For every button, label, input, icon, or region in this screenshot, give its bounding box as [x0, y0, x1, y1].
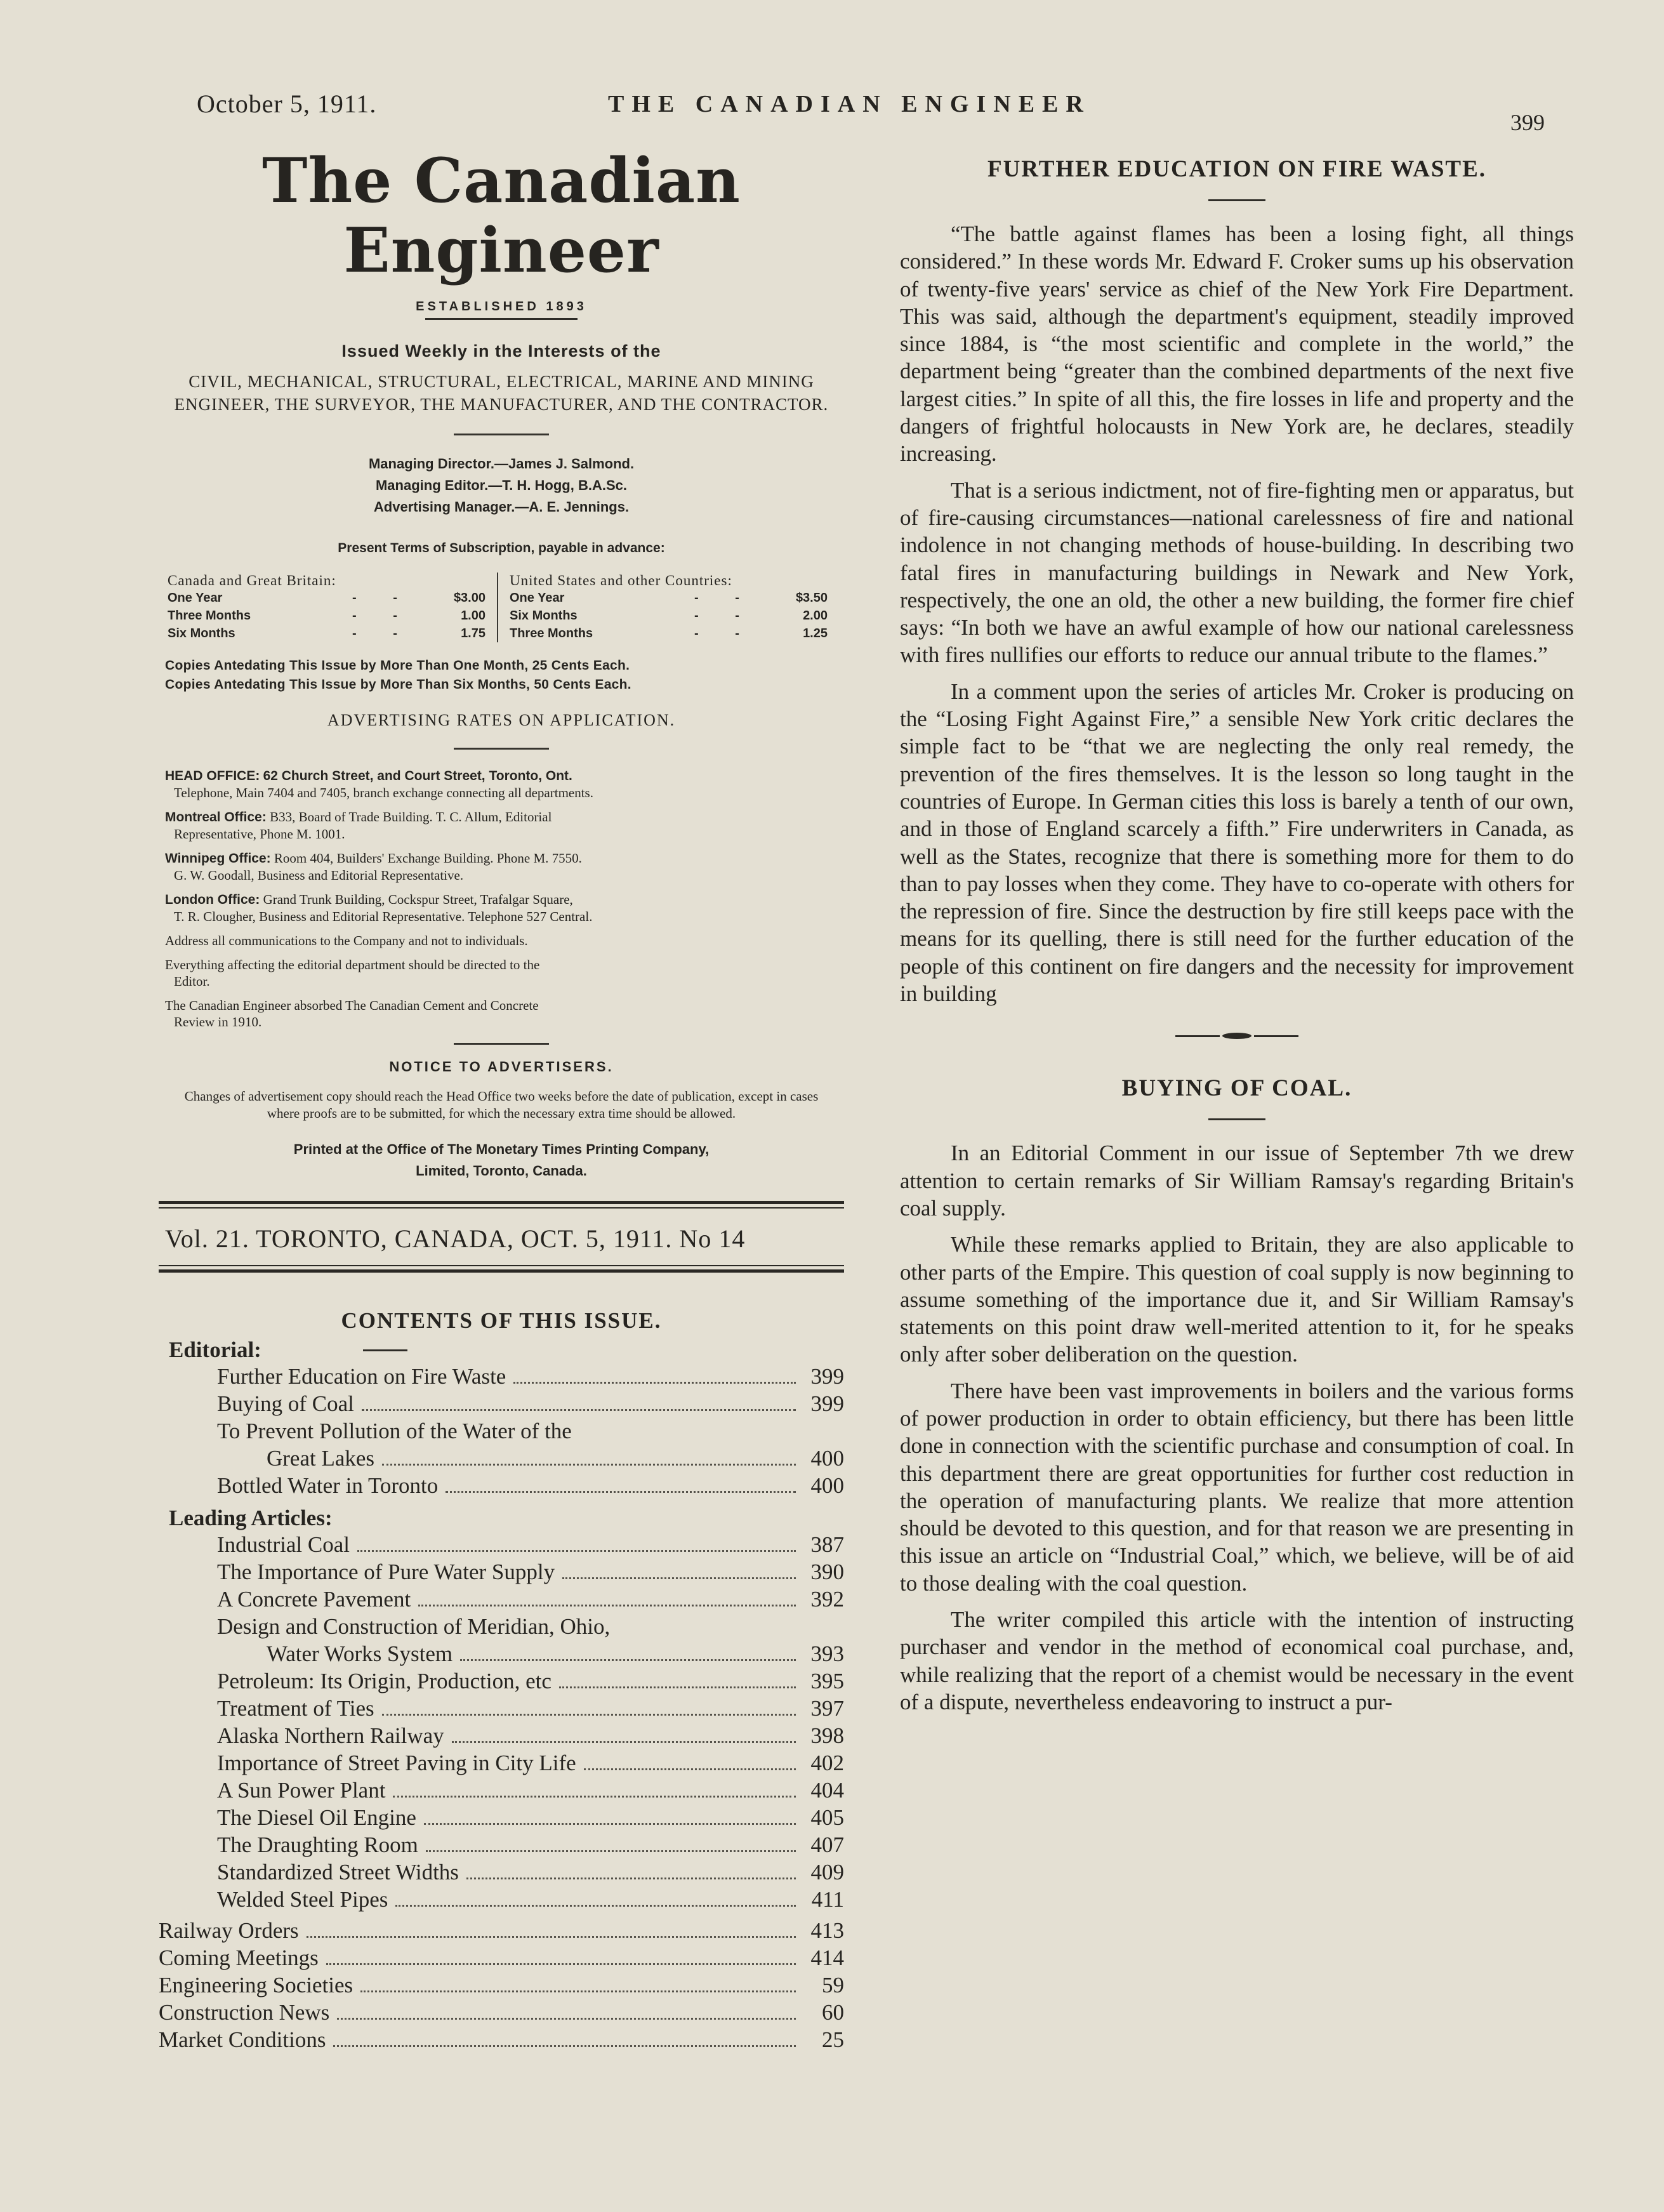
toc-leader-dots [382, 1464, 796, 1466]
toc-entry-page: 413 [810, 1918, 844, 1943]
toc-entry-page: 398 [810, 1723, 844, 1748]
toc-entry-title: Welded Steel Pipes [217, 1887, 388, 1912]
toc-entry-title: The Diesel Oil Engine [217, 1805, 416, 1830]
toc-leader-dots [559, 1686, 796, 1688]
toc-entry-title: Bottled Water in Toronto [217, 1473, 439, 1498]
toc-entry [159, 1804, 844, 1831]
subscription-row: Three Months - - 1.25 [510, 626, 828, 640]
toc-entry-title: Importance of Street Paving in City Life [217, 1751, 576, 1775]
toc-leader-dots [446, 1491, 796, 1493]
toc-entry [159, 1858, 844, 1886]
toc-leader-dots [357, 1550, 796, 1552]
toc-leader-dots [452, 1741, 796, 1743]
toc-entry-page: 25 [822, 2027, 844, 2052]
toc-entry [159, 1613, 844, 1640]
toc-entry [159, 1640, 844, 1667]
issued-weekly: Issued Weekly in the Interests of the [341, 341, 661, 361]
toc-leader-dots [393, 1796, 796, 1798]
toc-entry [159, 2026, 844, 2053]
toc-entry-page: 390 [810, 1560, 844, 1584]
toc-entry-page: 387 [810, 1532, 844, 1557]
staff-managing-editor: Managing Editor.—T. H. Hogg, B.A.Sc. [375, 477, 627, 493]
toc-entry [159, 1695, 844, 1722]
toc-entry-title: Further Education on Fire Waste [217, 1364, 506, 1389]
toc-entry-page: 414 [810, 1945, 844, 1970]
toc-entry-page: 402 [810, 1751, 844, 1775]
toc-entry [159, 1363, 844, 1390]
toc-leader-dots [307, 1936, 796, 1938]
toc-entry-title: The Importance of Pure Water Supply [217, 1560, 555, 1584]
divider [454, 748, 549, 750]
page-number: 399 [1510, 110, 1545, 135]
absorbed-note: The Canadian Engineer absorbed The Canadian Cement and Concrete Review in 1910. [165, 998, 539, 1030]
toc-leading-list [159, 1531, 844, 1913]
toc-leader-dots [382, 1714, 796, 1716]
staff-list [159, 453, 844, 518]
toc-entry-title: Alaska Northern Railway [217, 1723, 444, 1748]
toc-entry-title: Construction News [159, 2000, 330, 2025]
running-header-date: October 5, 1911. [197, 89, 377, 118]
title-rule [1208, 1118, 1265, 1120]
title-rule [1208, 199, 1265, 201]
established-rule [425, 318, 578, 320]
toc-entry-page: 409 [810, 1860, 844, 1884]
article-paragraph: In a comment upon the series of articles Mr. Croker is producing on the “Losing Fight Against Fire,” a sensible New York critic declares the simple fact to be “that we are neglecting the only real remedy, the prevention of the fires themselves. It is the lesson so long taught in the countries of Europe. In German cities this loss is barely a tenth of our own, and in those of England scarcely a fifth.” Fire underwriters in Canada, as well as the States, recognize that there is something more for them to do than to pay losses when they come. They have to co-operate with others for the repression of fire. Since the destruction by fire still keeps pace with the means for its quelling, there is still need for the further education of the people of this continent on fire dangers and the necessity for improvement in building [900, 679, 1574, 1007]
toc-entry-title: Industrial Coal [217, 1532, 350, 1557]
double-rule [159, 1201, 844, 1209]
established-line: ESTABLISHED 1893 [416, 300, 587, 314]
toc-entry-page: 395 [810, 1669, 844, 1693]
masthead-title: The Canadian Engineer [262, 145, 741, 286]
toc-entry-page: 405 [810, 1805, 844, 1830]
toc-entry-title: A Concrete Pavement [217, 1587, 411, 1612]
london-office: London Office: Grand Trunk Building, Cockspur Street, Trafalgar Square, T. R. Clougher, Business and Editorial Representative. Telephone 527 Central. [165, 892, 593, 924]
toc-entry [159, 1831, 844, 1858]
toc-entry-page: 399 [810, 1391, 844, 1416]
toc-entry-page: 407 [810, 1832, 844, 1857]
article-paragraph: In an Editorial Comment in our issue of September 7th we drew attention to certain remarks of Sir William Ramsay's regarding Britain's coal supply. [900, 1141, 1574, 1221]
toc-entry [159, 1586, 844, 1613]
notice-title: NOTICE TO ADVERTISERS. [389, 1059, 614, 1075]
toc-leader-dots [513, 1382, 796, 1384]
subscription-foreign [498, 573, 839, 642]
divider [454, 434, 549, 435]
subscription-row: One Year - - $3.50 [510, 591, 828, 605]
subscription-domestic [164, 573, 498, 642]
toc-leader-dots [562, 1577, 796, 1579]
toc-entry-page: 399 [810, 1364, 844, 1389]
toc-entry [159, 1445, 844, 1472]
running-header-title: THE CANADIAN ENGINEER [608, 91, 1091, 117]
toc-entry-title: Great Lakes [267, 1446, 375, 1471]
toc-entry [159, 1722, 844, 1749]
toc-entry-title: Design and Construction of Meridian, Ohio, [217, 1614, 611, 1639]
toc-entry-page: 404 [810, 1778, 844, 1803]
subscription-foreign-head: United States and other Countries: [510, 573, 732, 588]
toc-entry-page: 59 [822, 1973, 844, 1997]
toc-entry [159, 1999, 844, 2026]
article-paragraph: While these remarks applied to Britain, they are also applicable to other parts of the Empire. This question of coal supply is now beginning to assume something of the importance due it, and Sir William Ramsay's statements on this point draw well-merited attention to it, for he speaks only after sober deliberation on the question. [900, 1232, 1574, 1367]
double-rule [159, 1265, 844, 1273]
toc-entry [159, 1390, 844, 1417]
divider [454, 1043, 549, 1045]
notice-body: Changes of advertisement copy should reach the Head Office two weeks before the date of publication, except in cases where proofs are to be submitted, for which the necessary extra time should be allowed. [184, 1089, 819, 1121]
article-paragraph: “The battle against flames has been a losing fight, all things considered.” In these words Mr. Edward F. Croker sums up his observation of twenty-five years' service as chief of the New York Fire Department. This was said, although the department's equipment, steadily improved since 1884, is “the most scientific and complete in the world,” the department being “greater than the combined departments of the next five largest cities.” In spite of all this, the fire losses in life and property and the dangers of frightful holocausts in New York are, he declares, steadily increasing. [900, 222, 1574, 467]
toc-entry [159, 1472, 844, 1499]
article-title-fire-waste: FURTHER EDUCATION ON FIRE WASTE. [987, 156, 1487, 182]
contents-title: CONTENTS OF THIS ISSUE. [341, 1308, 662, 1333]
winnipeg-office: Winnipeg Office: Room 404, Builders' Exchange Building. Phone M. 7550. G. W. Goodall, Business and Editorial Representative. [165, 851, 582, 883]
toc-entry-title: Petroleum: Its Origin, Production, etc [217, 1669, 551, 1693]
volume-line: Vol. 21. TORONTO, CANADA, OCT. 5, 1911. No 14 [165, 1224, 746, 1253]
toc-entry-page: 411 [811, 1887, 844, 1912]
toc-entry-title: Treatment of Ties [217, 1696, 374, 1721]
toc-leader-dots [333, 2045, 796, 2047]
toc-leader-dots [362, 1409, 796, 1411]
toc-leader-dots [466, 1878, 796, 1879]
toc-entry-title: A Sun Power Plant [217, 1778, 386, 1803]
article-paragraph: That is a serious indictment, not of fire-fighting men or apparatus, but of fire-causing circumstances—national carelessness of fire and national indolence in not changing methods of house-building. In describing two fatal fires in manufacturing buildings in Newark and New York, respectively, the one an old, the other a new building, the former fire chief says: “In both we have an awful example of how our national carelessness with fires nullifies our efforts to reduce our annual tribute to the flames.” [900, 477, 1574, 668]
subscription-row: One Year - - $3.00 [168, 591, 485, 605]
right-column [900, 156, 1574, 1725]
toc-entry-title: Market Conditions [159, 2027, 326, 2052]
subscription-domestic-head: Canada and Great Britain: [168, 573, 336, 588]
toc-leader-dots [337, 2018, 796, 2020]
toc-leader-dots [418, 1605, 796, 1606]
toc-entry [159, 1749, 844, 1777]
head-office: HEAD OFFICE: 62 Church Street, and Court Street, Toronto, Ont. Telephone, Main 7404 and 7405, branch exchange connecting all departments. [165, 769, 593, 800]
article-paragraph: There have been vast improvements in boilers and the various forms of power production in order to obtain efficiency, but there has been little done in connection with the scientific purchase and consumption of coal. In this department there are great opportunities for further cost reduction in the operation of manufacturing plants. We realize that more attention should be devoted to this question, and for that reason we are presenting in this issue an article on “Industrial Coal,” which, we believe, will be of aid to those dealing with the coal question. [900, 1378, 1574, 1596]
toc-entry [159, 1917, 844, 1944]
toc-leader-dots [360, 1990, 796, 1992]
toc-entry-page: 392 [810, 1587, 844, 1612]
toc-entry-page: 397 [810, 1696, 844, 1721]
toc-entry [159, 1417, 844, 1445]
audience-line: CIVIL, MECHANICAL, STRUCTURAL, ELECTRICAL, MARINE AND MINING ENGINEER, THE SURVEYOR, THE MANUFACTURER, AND THE CONTRACTOR. [174, 372, 829, 414]
copies-notice: Copies Antedating This Issue by More Than One Month, 25 Cents Each. Copies Antedating This Issue by More Than Six Months, 50 Cents Each. [165, 658, 631, 692]
toc-entry [159, 1667, 844, 1695]
toc-entry-page: 400 [810, 1473, 844, 1498]
toc-section-editorial: Editorial: [169, 1337, 844, 1363]
toc-entry-title: Standardized Street Widths [217, 1860, 459, 1884]
toc-entry-page: 400 [810, 1446, 844, 1471]
editorial-note: Everything affecting the editorial department should be directed to the Editor. [165, 957, 540, 989]
toc-leader-dots [584, 1768, 796, 1770]
toc-entry-title: Water Works System [267, 1641, 453, 1666]
toc-leader-dots [395, 1905, 796, 1907]
toc-entry [159, 1531, 844, 1558]
toc-entry [159, 1558, 844, 1586]
toc-entry [159, 1777, 844, 1804]
toc-leader-dots [326, 1963, 796, 1965]
ornament-divider [900, 1033, 1574, 1039]
toc-entry-page: 393 [810, 1641, 844, 1666]
toc-entry-title: Engineering Societies [159, 1973, 353, 1997]
toc-entry [159, 1971, 844, 1999]
printer-line: Printed at the Office of The Monetary Times Printing Company, Limited, Toronto, Canada. [293, 1141, 710, 1179]
staff-managing-director: Managing Director.—James J. Salmond. [368, 456, 635, 472]
toc-entry-page: 60 [822, 2000, 844, 2025]
article-title-buying-coal: BUYING OF COAL. [1121, 1075, 1352, 1102]
subscription-row: Three Months - - 1.00 [168, 609, 485, 623]
toc-entry-title: The Draughting Room [217, 1832, 418, 1857]
toc-entry-title: Railway Orders [159, 1918, 299, 1943]
article-paragraph: The writer compiled this article with the intention of instructing purchaser and vendor in the method of economical coal purchase, and, while realizing that the report of a chemist would be necessary in the event of a dispute, nevertheless endeavoring to instruct a pur- [900, 1607, 1574, 1714]
staff-advertising-manager: Advertising Manager.—A. E. Jennings. [373, 499, 630, 515]
advertising-rates: ADVERTISING RATES ON APPLICATION. [327, 711, 676, 729]
address-note: Address all communications to the Company and not to individuals. [165, 933, 528, 948]
toc-entry [159, 1944, 844, 1971]
toc-section-leading: Leading Articles: [169, 1506, 333, 1530]
subscription-table [164, 573, 839, 642]
toc-leader-dots [460, 1659, 796, 1661]
toc-entry-title: Buying of Coal [217, 1391, 354, 1416]
toc-entry-title: To Prevent Pollution of the Water of the [217, 1419, 572, 1443]
montreal-office: Montreal Office: B33, Board of Trade Building. T. C. Allum, Editorial Representative, Phone M. 1001. [165, 809, 552, 842]
toc-entry-title: Coming Meetings [159, 1945, 319, 1970]
left-column [159, 146, 844, 2053]
subscription-title: Present Terms of Subscription, payable in advance: [338, 541, 665, 555]
toc-leader-dots [426, 1850, 796, 1852]
subscription-row: Six Months - - 2.00 [510, 609, 828, 623]
toc-leader-dots [424, 1823, 796, 1825]
toc-other-list [159, 1917, 844, 2053]
toc-editorial-list [159, 1363, 844, 1499]
toc-entry [159, 1886, 844, 1913]
subscription-row: Six Months - - 1.75 [168, 626, 485, 640]
